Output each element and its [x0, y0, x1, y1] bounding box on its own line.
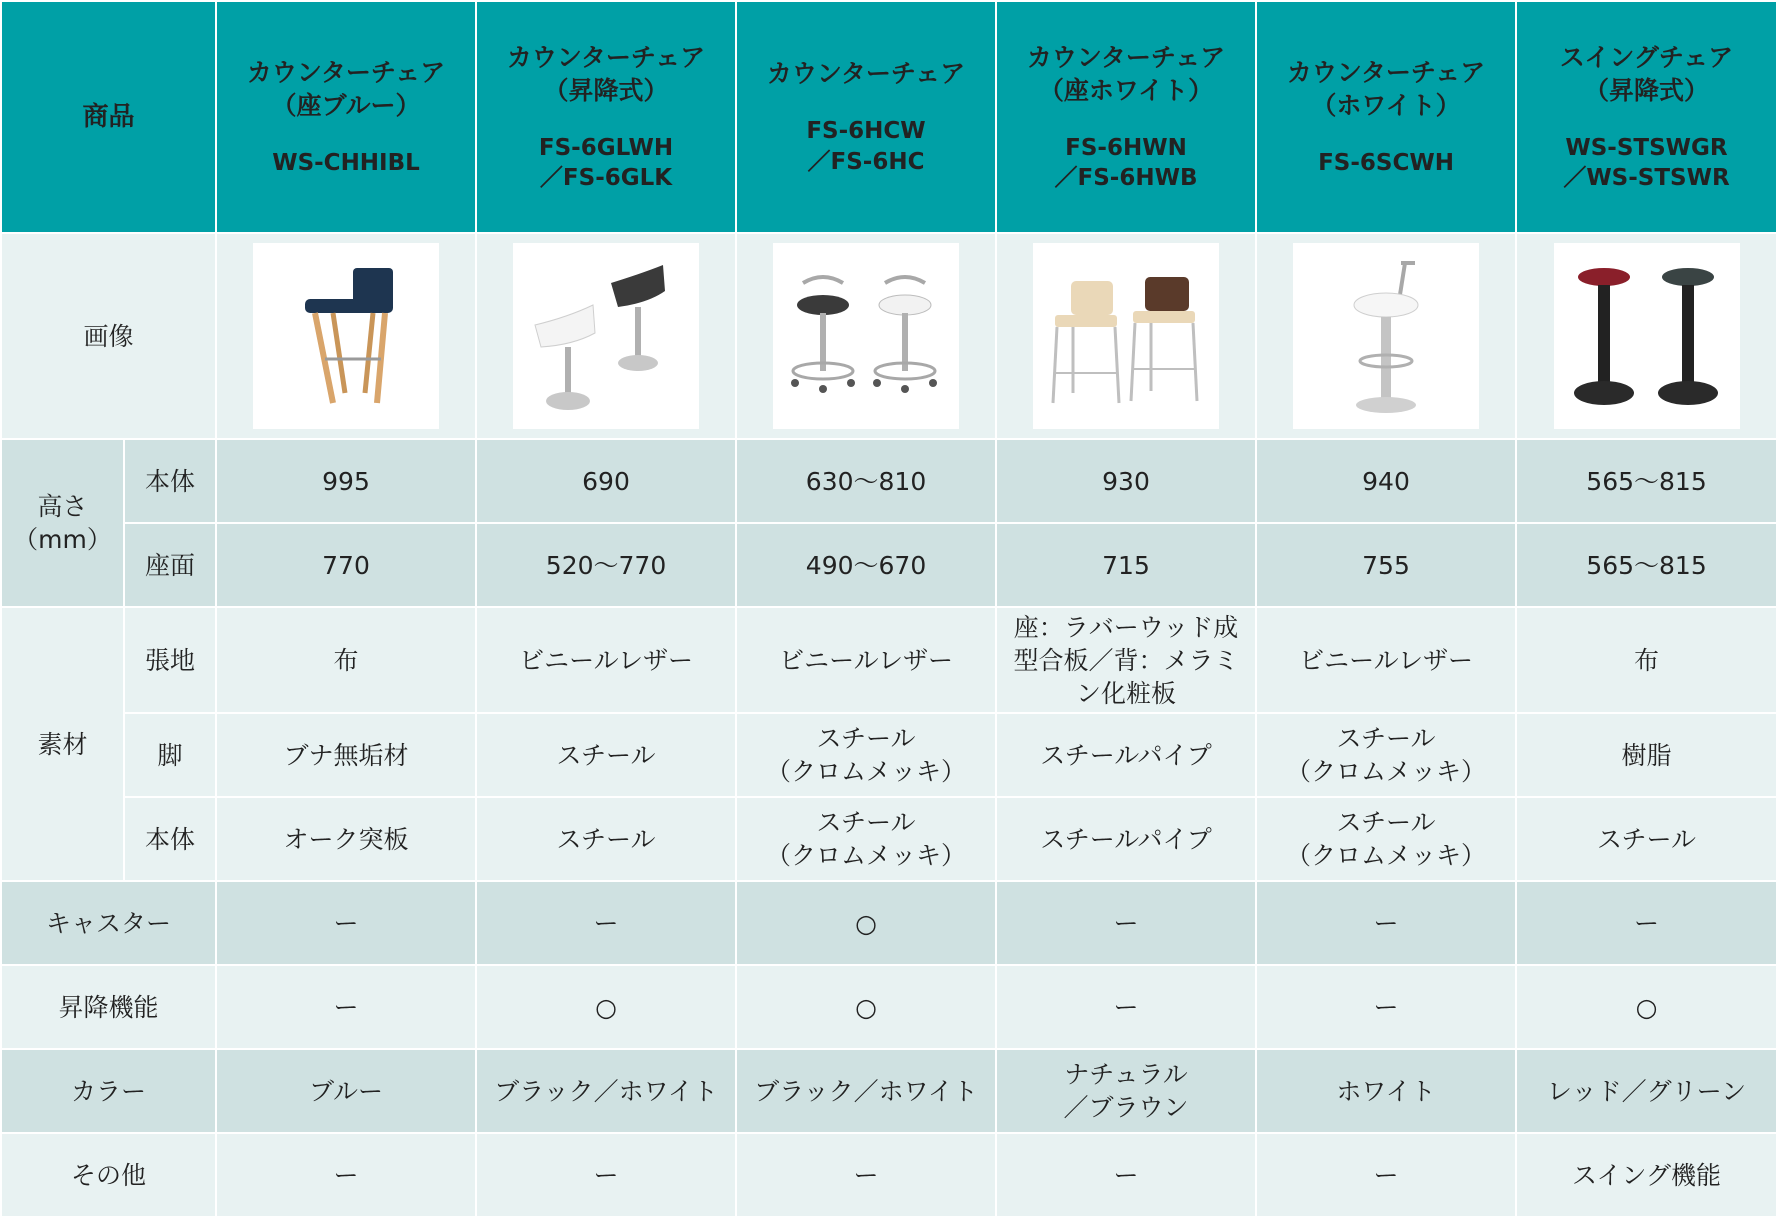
product-model: WS-STSWGR ／WS-STSWR — [1563, 134, 1730, 191]
material-upholstery-row — [1, 607, 1776, 713]
caster-value: ー — [996, 881, 1256, 965]
product-image-cell — [216, 233, 476, 439]
product-header — [996, 1, 1256, 233]
lift-row — [1, 965, 1776, 1049]
color-value: ブルー — [216, 1049, 476, 1133]
corner-header: 商品 — [1, 1, 216, 233]
chrome-bar-stool-icon — [1293, 243, 1479, 429]
row-group-material: 素材 — [1, 607, 124, 881]
product-model: FS-6SCWH — [1318, 149, 1454, 176]
row-label-other: その他 — [1, 1133, 216, 1217]
row-label-caster: キャスター — [1, 881, 216, 965]
height-body-row — [1, 439, 1776, 523]
height-body-value: 940 — [1256, 439, 1516, 523]
color-value: レッド／グリーン — [1516, 1049, 1776, 1133]
other-value: ー — [736, 1133, 996, 1217]
material-body-row — [1, 797, 1776, 881]
image-row — [1, 233, 1776, 439]
upholstery-value: ビニールレザー — [1256, 607, 1516, 713]
header-row — [1, 1, 1776, 233]
caster-row — [1, 881, 1776, 965]
height-seat-value: 565～815 — [1516, 523, 1776, 607]
height-seat-value: 755 — [1256, 523, 1516, 607]
wood-back-stool-pair-icon — [1033, 243, 1219, 429]
product-image-cell — [1256, 233, 1516, 439]
leg-value: ブナ無垢材 — [216, 713, 476, 797]
caster-value: ー — [216, 881, 476, 965]
lift-value: ○ — [476, 965, 736, 1049]
color-value: ブラック／ホワイト — [736, 1049, 996, 1133]
leg-value: スチールパイプ — [996, 713, 1256, 797]
upholstery-value: ビニールレザー — [476, 607, 736, 713]
upholstery-value: 布 — [1516, 607, 1776, 713]
other-value: ー — [476, 1133, 736, 1217]
height-body-value: 630～810 — [736, 439, 996, 523]
product-model: FS-6HWN ／FS-6HWB — [1054, 134, 1198, 191]
other-value: ー — [216, 1133, 476, 1217]
leg-value: 樹脂 — [1516, 713, 1776, 797]
material-body-value: スチール — [476, 797, 736, 881]
product-model: FS-6GLWH ／FS-6GLK — [538, 134, 674, 191]
product-header — [476, 1, 736, 233]
height-seat-value: 770 — [216, 523, 476, 607]
row-label-height-seat: 座面 — [124, 523, 216, 607]
caster-stool-pair-icon — [773, 243, 959, 429]
color-value: ホワイト — [1256, 1049, 1516, 1133]
row-label-leg: 脚 — [124, 713, 216, 797]
lift-value: ○ — [736, 965, 996, 1049]
caster-value: ー — [1256, 881, 1516, 965]
height-seat-row — [1, 523, 1776, 607]
row-label-image: 画像 — [1, 233, 216, 439]
row-label-lift: 昇降機能 — [1, 965, 216, 1049]
color-value: ブラック／ホワイト — [476, 1049, 736, 1133]
product-name: カウンターチェア — [766, 59, 966, 89]
row-group-height: 高さ （mm） — [1, 439, 124, 607]
leg-value: スチール （クロムメッキ） — [736, 713, 996, 797]
product-name: スイングチェア （昇降式） — [1559, 42, 1734, 105]
product-header — [1256, 1, 1516, 233]
material-leg-row — [1, 713, 1776, 797]
height-seat-value: 715 — [996, 523, 1256, 607]
caster-value: ○ — [736, 881, 996, 965]
caster-value: ー — [476, 881, 736, 965]
other-value: ー — [1256, 1133, 1516, 1217]
height-seat-value: 520～770 — [476, 523, 736, 607]
lift-value: ○ — [1516, 965, 1776, 1049]
material-body-value: スチールパイプ — [996, 797, 1256, 881]
height-body-value: 930 — [996, 439, 1256, 523]
product-image-cell — [996, 233, 1256, 439]
product-header — [1516, 1, 1776, 233]
product-name: カウンターチェア （ホワイト） — [1286, 57, 1486, 120]
color-row — [1, 1049, 1776, 1133]
row-label-color: カラー — [1, 1049, 216, 1133]
other-row — [1, 1133, 1776, 1217]
product-header — [216, 1, 476, 233]
product-image-cell — [736, 233, 996, 439]
lift-value: ー — [216, 965, 476, 1049]
height-body-value: 565～815 — [1516, 439, 1776, 523]
height-body-value: 690 — [476, 439, 736, 523]
product-image-cell — [1516, 233, 1776, 439]
upholstery-value: 布 — [216, 607, 476, 713]
swing-stool-pair-icon — [1554, 243, 1740, 429]
material-body-value: オーク突板 — [216, 797, 476, 881]
product-image-cell — [476, 233, 736, 439]
product-model: FS-6HCW ／FS-6HC — [806, 118, 926, 175]
leg-value: スチール （クロムメッキ） — [1256, 713, 1516, 797]
lift-value: ー — [1256, 965, 1516, 1049]
row-label-material-body: 本体 — [124, 797, 216, 881]
other-value: スイング機能 — [1516, 1133, 1776, 1217]
other-value: ー — [996, 1133, 1256, 1217]
height-seat-value: 490～670 — [736, 523, 996, 607]
row-label-height-body: 本体 — [124, 439, 216, 523]
lift-value: ー — [996, 965, 1256, 1049]
leg-value: スチール — [476, 713, 736, 797]
material-body-value: スチール （クロムメッキ） — [1256, 797, 1516, 881]
product-name: カウンターチェア （座ブルー） — [246, 57, 446, 120]
caster-value: ー — [1516, 881, 1776, 965]
row-label-upholstery: 張地 — [124, 607, 216, 713]
product-name: カウンターチェア （座ホワイト） — [1026, 42, 1226, 105]
gas-lift-stool-pair-icon — [513, 243, 699, 429]
height-body-value: 995 — [216, 439, 476, 523]
upholstery-value: ビニールレザー — [736, 607, 996, 713]
material-body-value: スチール （クロムメッキ） — [736, 797, 996, 881]
product-header — [736, 1, 996, 233]
upholstery-value: 座：ラバーウッド成 型合板／背：メラミ ン化粧板 — [996, 607, 1256, 713]
product-name: カウンターチェア （昇降式） — [506, 42, 706, 105]
wooden-high-stool-blue-seat-icon — [253, 243, 439, 429]
color-value: ナチュラル ／ブラウン — [996, 1049, 1256, 1133]
product-model: WS-CHHIBL — [272, 149, 420, 176]
material-body-value: スチール — [1516, 797, 1776, 881]
